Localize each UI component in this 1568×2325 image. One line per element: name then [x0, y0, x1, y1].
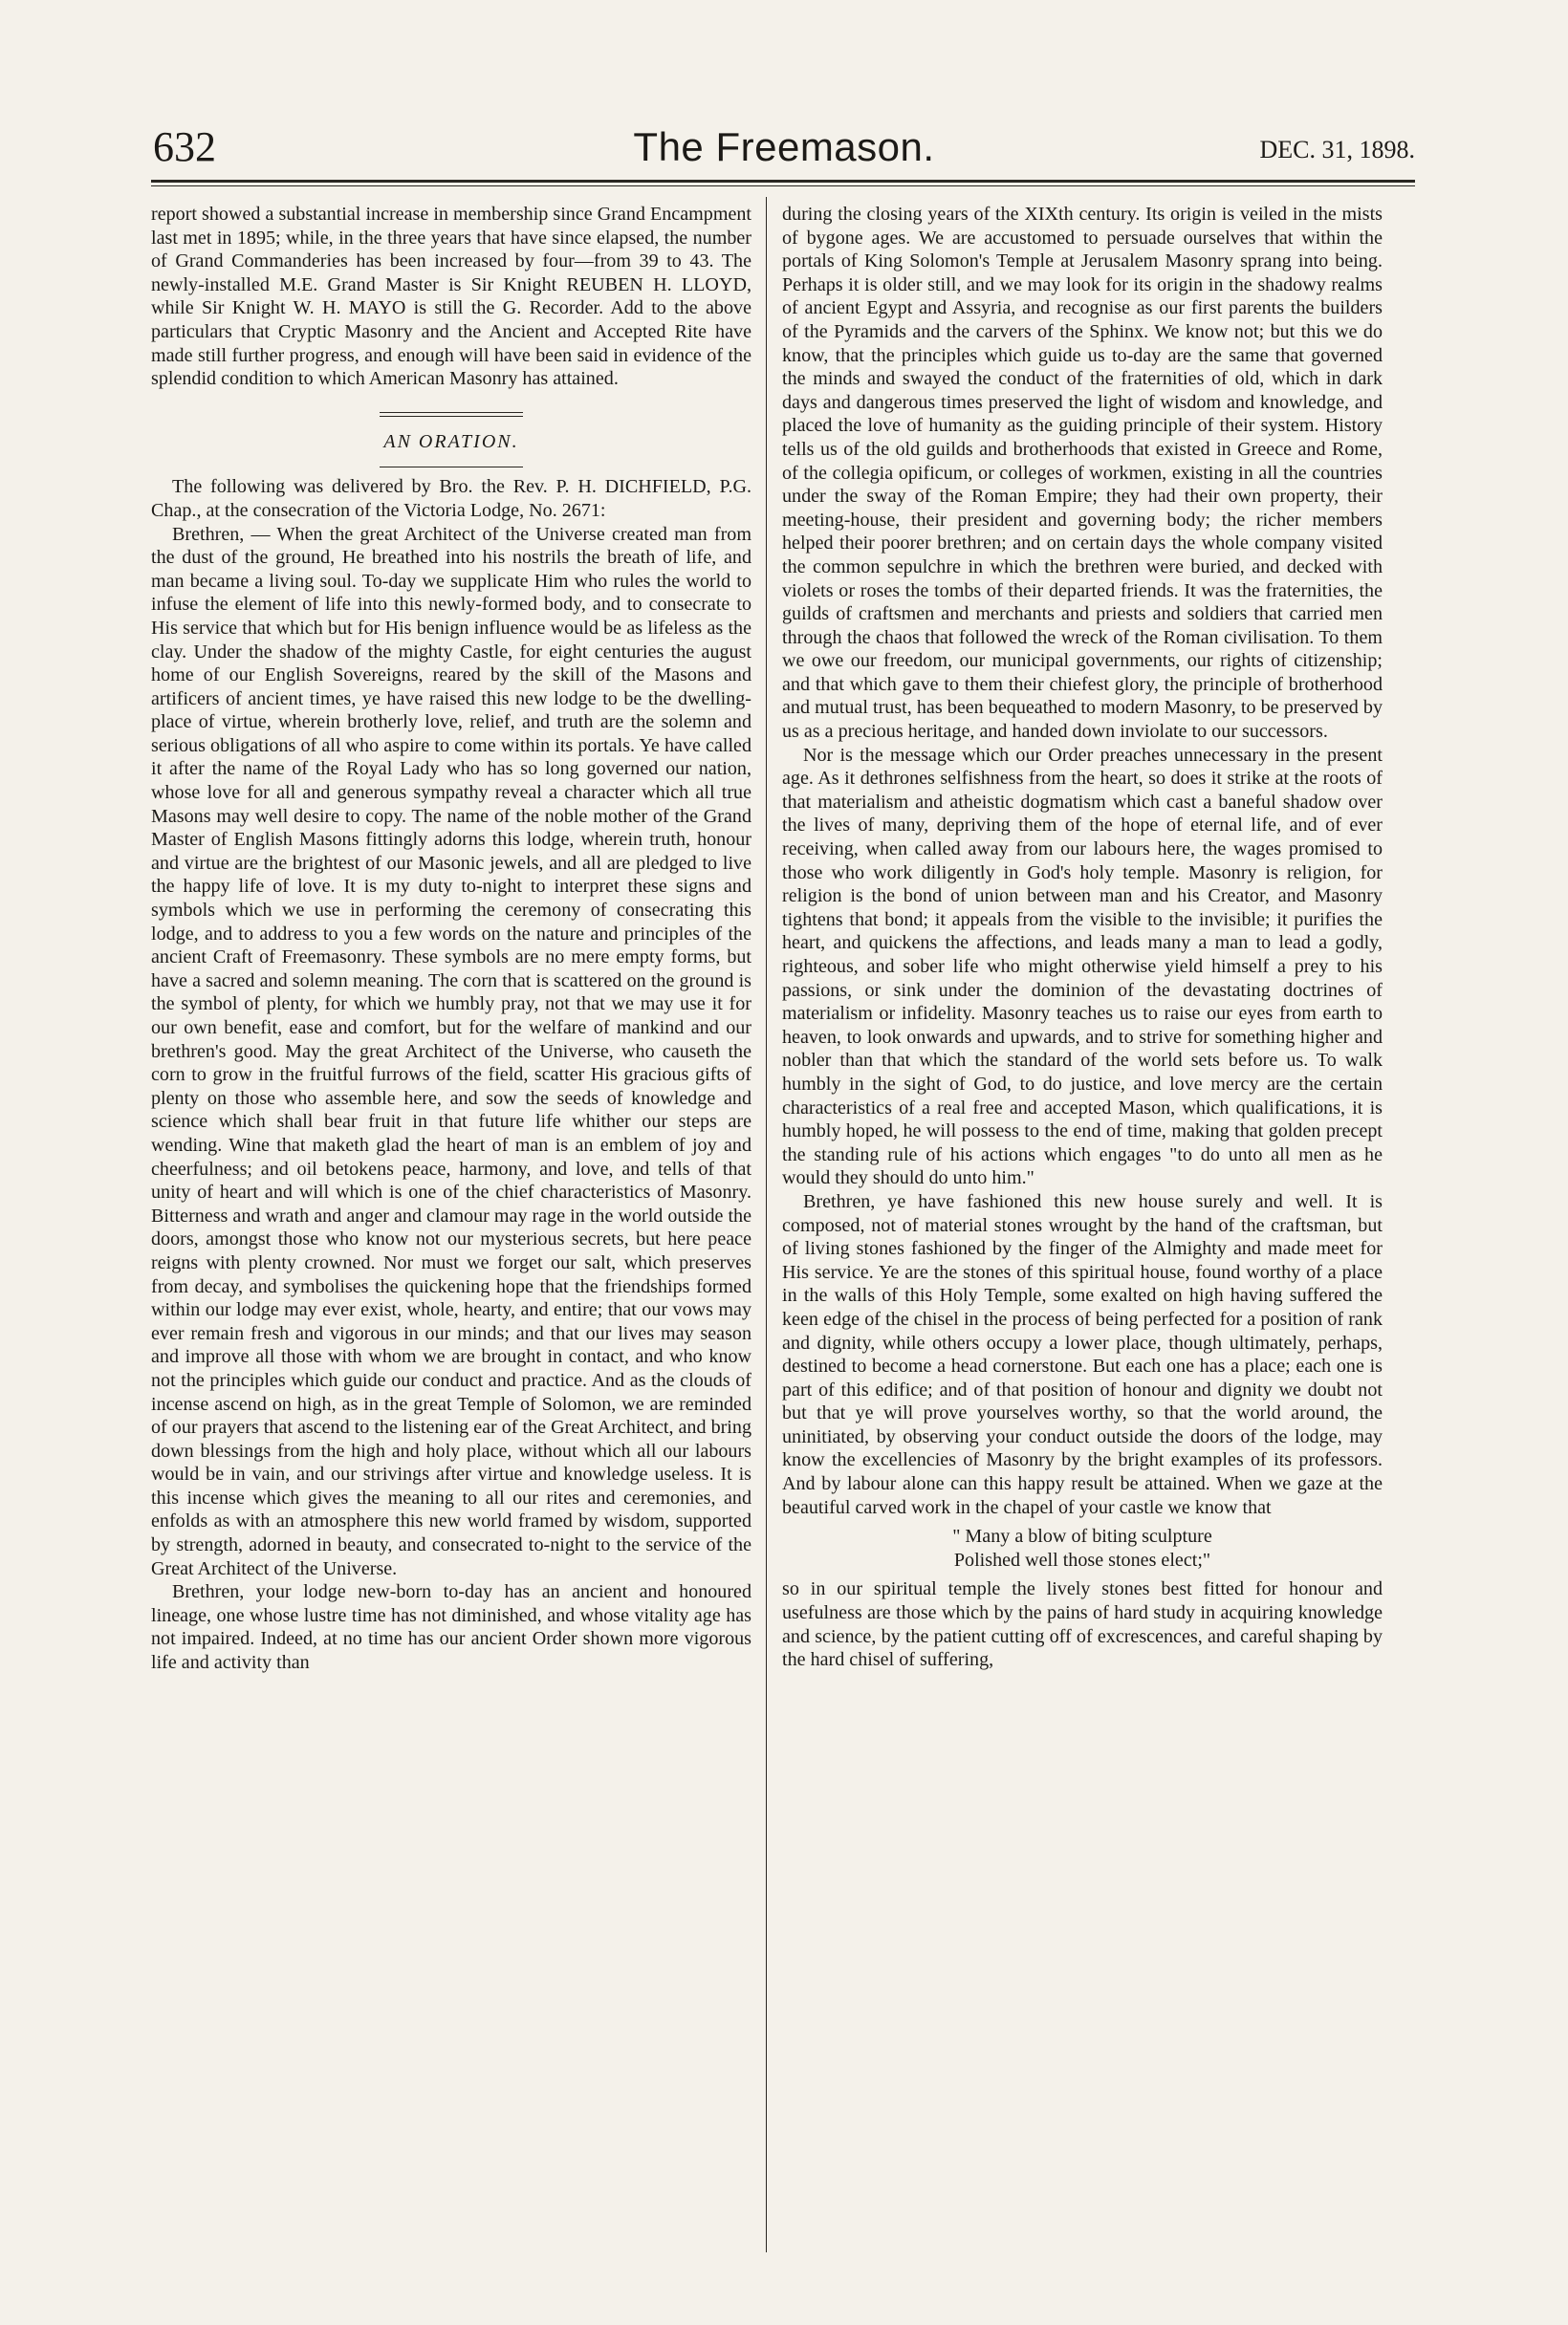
masthead [153, 119, 1415, 176]
oration-body-paragraph: Brethren, — When the great Architect of the Universe created man from the dust of the ground, He breathed into his nostrils the breath of life, and man became a living soul. To-day we supplicate Him who rules the world to infuse the element of life into this newly-formed body, and to consecrate to His service that which but for His benign influence would be as lifeless as the clay. Under the shadow of the mighty Castle, for eight centuries the august home of our English Sovereigns, reared by the skill of the Masons and artificers of ancient times, ye have raised this new lodge to be the dwelling-place of virtue, wherein brotherly love, relief, and truth are the solemn and serious obligations of all who aspire to come within its portals. Ye have called it after the name of the Royal Lady who has so long governed our nation, whose love for all and generous sympathy reveal a character which all true Masons may well desire to copy. The name of the noble mother of the Grand Master of English Masons fittingly adorns this lodge, wherein truth, honour and virtue are the brightest of our Masonic jewels, and all are pledged to live the happy life of love. It is my duty to-night to interpret these signs and symbols which we use in performing the ceremony of consecrating this lodge, and to address to you a few words on the nature and principles of the ancient Craft of Freemasonry. These symbols are no mere empty forms, but have a sacred and solemn meaning. The corn that is scattered on the ground is the symbol of plenty, for which we humbly pray, not that we may use it for our own benefit, ease and comfort, but for the welfare of mankind and our brethren's good. May the great Architect of the Universe, who causeth the corn to grow in the fruitful furrows of the field, scatter His gracious gifts of plenty on those who assemble here, and sow the seeds of knowledge and science which shall bear fruit in that future life whither our steps are wending. Wine that maketh glad the heart of man is an emblem of joy and cheerfulness; and oil betokens peace, harmony, and love, and tells of that unity of heart and will which is one of the chief characteristics of Masonry. Bitterness and wrath and anger and clamour may rage in the world outside the doors, amongst those who know not our mysterious secrets, but here peace reigns with plenty crowned. Nor must we forget our salt, which preserves from decay, and symbolises the quickening hope that the friendships formed within our lodge may ever exist, whole, hearty, and entire; that our vows may ever remain fresh and vigorous in our minds; and that our lives may season and improve all those with whom we are brought in contact, and who know not the principles which guide our conduct and practice. And as the clouds of incense ascend on high, as in the great Temple of Solomon, we are reminded of our prayers that ascend to the listening ear of the Great Architect, and bring down blessings from the high and holy place, without which all our labours would be in vain, and our strivings after virtue and knowledge useless. It is this incense which gives the meaning to all our rites and ceremonies, and enfolds as with an atmosphere this new world framed by wisdom, supported by strength, adorned in beauty, and consecrated to-night to the service of the Great Architect of the Universe. [151, 523, 751, 1579]
oration-intro-paragraph: The following was delivered by Bro. the Rev. P. H. DICHFIELD, P.G. Chap., at the consecration of the Victoria Lodge, No. 2671: [151, 476, 751, 521]
column-divider [766, 197, 767, 2252]
closing-paragraph: so in our spiritual temple the lively stones best fitted for honour and usefulness are those which by the pains of hard study in acquiring knowledge and science, by the patient cutting off of excrescences, and careful shaping by the hard chisel of suffering, [782, 1578, 1383, 1671]
page-number: 632 [153, 123, 216, 170]
section-divider-double [380, 412, 523, 417]
masthead-rule-thick [151, 180, 1415, 183]
message-paragraph: Nor is the message which our Order preaches unnecessary in the present age. As it dethrones selfishness from the heart, so does it strike at the roots of that materialism and atheistic dogmatism which cast a baneful shadow over the lives of many, depriving them of the hope of eternal life, and of ever receiving, when called away from our labours here, the wages promised to those who work diligently in God's holy temple. Masonry is religion, for religion is the bond of union between man and his Creator, and Masonry tightens that bond; it appeals from the visible to the invisible; it purifies the heart, and quickens the affections, and leads many a man to lead a godly, righteous, and sober life who might otherwise yield himself a prey to his passions, or sink under the dominion of the devastating doctrines of materialism or infidelity. Masonry teaches us to raise our eyes from earth to heaven, to look onwards and upwards, and to strive for something higher and nobler than that which the standard of the world sets before us. To walk humbly in the sight of God, to do justice, and love mercy are the certain characteristics of a real free and accepted Mason, which qualifications, it is humbly hoped, he will possess to the end of time, making that golden precept the standing rule of his actions which engages "to do unto all men as he would they should do unto him." [782, 744, 1383, 1189]
section-heading: AN ORATION. [383, 430, 519, 452]
masthead-rule-thin [151, 185, 1415, 186]
report-paragraph: report showed a substantial increase in membership since Grand Encampment last met in 1895; while, in the three years that have since elapsed, the number of Grand Commanderies has been increased by four—from 39 to 43. The newly-installed M.E. Grand Master is Sir Knight REUBEN H. LLOYD, while Sir Knight W. H. MAYO is still the G. Recorder. Add to the above particulars that Cryptic Masonry and the Ancient and Accepted Rite have made still further progress, and enough will have been said in evidence of the splendid condition to which American Masonry has attained. [151, 204, 751, 390]
lodge-lineage-paragraph: Brethren, your lodge new-born to-day has an ancient and honoured lineage, one whose lustre time has not diminished, and whose vitality age has not impaired. Indeed, at no time has our ancient Order shown more vigorous life and activity than [151, 1581, 751, 1674]
page-title: The Freemason. [633, 124, 935, 169]
issue-date: DEC. 31, 1898. [1259, 136, 1415, 163]
verse-line-2: Polished well those stones elect;" [953, 1549, 1211, 1571]
house-paragraph: Brethren, ye have fashioned this new house surely and well. It is composed, not of material stones wrought by the hand of the craftsman, but of living stones fashioned by the finger of the Almighty and made meet for His service. Ye are the stones of this spiritual house, found worthy of a place in the walls of this Holy Temple, some exalted on high having suffered the keen edge of the chisel in the process of being perfected for a position of rank and dignity, while others occupy a lower place, though ultimately, perhaps, destined to become a head cornerstone. But each one has a place; each one is part of this edifice; and of that position of honour and dignity we doubt not but that ye will prove yourselves worthy, so that the world around, the uninitiated, by observing your conduct outside the doors of the lodge, may know the excellencies of Masonry by the bright examples of its professors. And by labour alone can this happy result be attained. When we gaze at the beautiful carved work in the chapel of your castle we know that [782, 1190, 1383, 1518]
verse-quote [782, 1525, 1383, 1572]
left-column [151, 203, 751, 2258]
history-paragraph: during the closing years of the XIXth century. Its origin is veiled in the mists of bygone ages. We are accustomed to persuade ourselves that within the portals of King Solomon's Temple at Jerusalem Masonry sprang into being. Perhaps it is older still, and we may look for its origin in the shadowy realms of ancient Egypt and Assyria, and recognise as our first parents the builders of the Pyramids and the carvers of the Sphinx. We know not; but this we do know, that the principles which guide us to-day are the same that governed the minds and swayed the conduct of the fraternities of old, which in dark days and dangerous times preserved the light of wisdom and knowledge, and placed the love of humanity as the guiding principle of their system. History tells us of the old guilds and brotherhoods that existed in Greece and Rome, of the collegia opificum, or colleges of workmen, existing in all the countries under the sway of the Roman Empire; they had their own property, their meeting-house, their president and governing body; the richer members helped their poorer brethren; and on certain days the whole company visited the common sepulchre in which the brethren were buried, and decked with violets or roses the tombs of their departed friends. It was the fraternities, the guilds of craftsmen and merchants and priests and soldiers that carried men through the chaos that followed the wreck of the Roman civilisation. To them we owe our freedom, our municipal governments, our rights of citizenship; and that which gave to them their chiefest glory, the principle of brotherhood and mutual trust, has been bequeathed to modern Masonry, to be preserved by us as a precious heritage, and handed down inviolate to our successors. [782, 204, 1383, 743]
verse-line-1: " Many a blow of biting sculpture [952, 1526, 1212, 1548]
right-column [782, 203, 1383, 2258]
